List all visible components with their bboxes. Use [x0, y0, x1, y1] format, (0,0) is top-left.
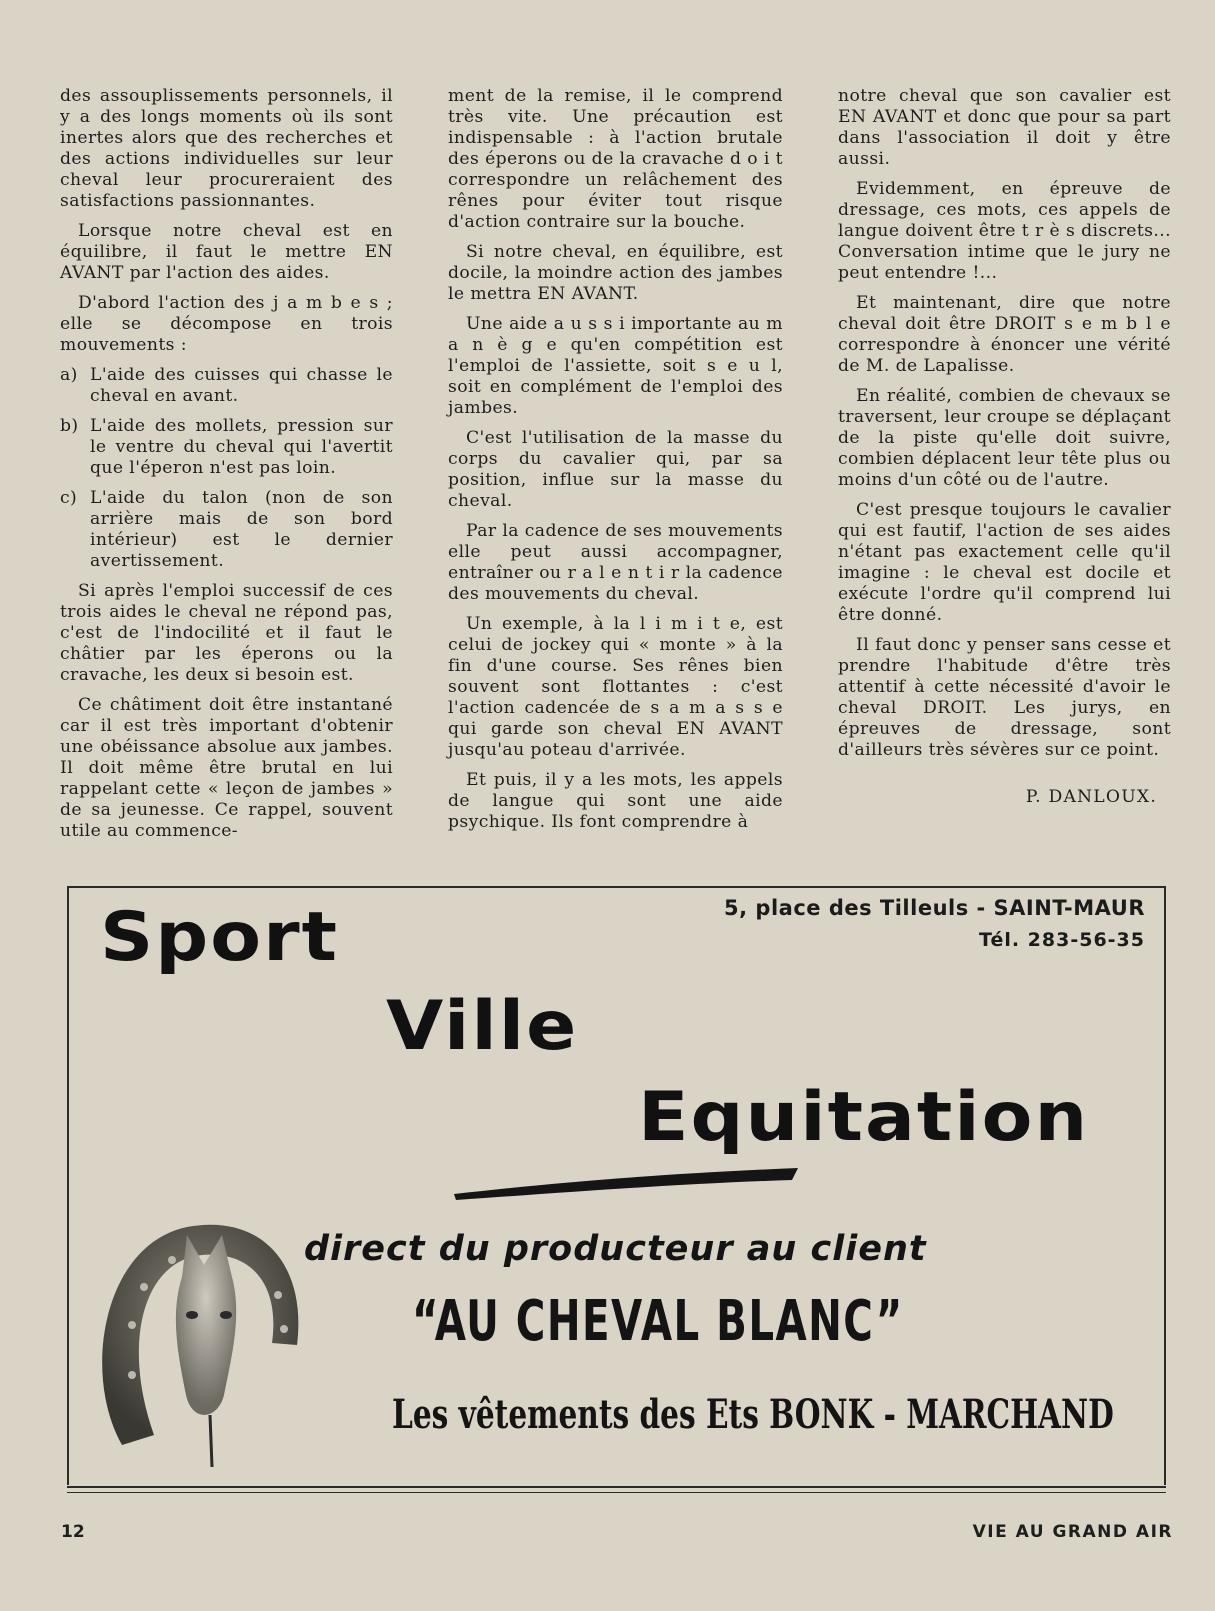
page-number: 12: [61, 1522, 85, 1542]
paragraph: Lorsque notre cheval est en équilibre, il faut le mettre EN AVANT par l'action des aides.: [60, 221, 393, 283]
ad-address: 5, place des Tilleuls - SAINT-MAUR: [724, 896, 1145, 920]
paragraph: ment de la remise, il le comprend très vite. Une précaution est indispensable : à l'action brutale des éperons ou de la cravache d o i t correspondre un relâchement des rênes pour éviter tout risque d'action contraire sur la bouche.: [448, 86, 783, 232]
list-text: L'aide des cuisses qui chasse le cheval en avant.: [90, 365, 393, 406]
ad-word-equitation: Equitation: [638, 1077, 1090, 1157]
ad-border-line: [67, 1492, 1166, 1493]
ad-brand-name: “AU CHEVAL BLANC”: [412, 1289, 904, 1354]
magazine-title: VIE AU GRAND AIR: [972, 1522, 1173, 1542]
article-column-1: [60, 86, 393, 851]
paragraph: Il faut donc y penser sans cesse et prendre l'habitude d'être très attentif à cette nécessité d'avoir le cheval DROIT. Les jurys, en épreuves de dressage, sont d'ailleurs très sévères sur ce point.: [838, 635, 1171, 760]
ad-word-ville: Ville: [386, 986, 579, 1066]
paragraph: Par la cadence de ses mouvements elle peut aussi accompagner, entraîner ou r a l e n t i r la cadence des mouvements du cheval.: [448, 521, 783, 604]
list-text: L'aide des mollets, pression sur le ventre du cheval qui l'avertit que l'éperon n'est pas loin.: [90, 416, 393, 478]
list-letter: c): [60, 488, 78, 508]
list-letter: b): [60, 416, 79, 436]
horseshoe-horse-icon: [92, 1205, 312, 1470]
ad-maker-line: Les vêtements des Ets BONK - MARCHAND: [392, 1391, 1114, 1438]
paragraph: Evidemment, en épreuve de dressage, ces mots, ces appels de langue doivent être t r è s discrets... Conversation intime que le jury ne peut entendre !...: [838, 179, 1171, 283]
list-text: L'aide du talon (non de son arrière mais de son bord intérieur) est le dernier avertissement.: [90, 488, 393, 571]
paragraph: Et puis, il y a les mots, les appels de langue qui sont une aide psychique. Ils font comprendre à: [448, 770, 783, 832]
paragraph: des assouplissements personnels, il y a des longs moments où ils sont inertes alors que des recherches et des actions individuelles sur leur cheval leur procureraient des satisfactions passionnantes.: [60, 86, 393, 211]
paragraph: D'abord l'action des j a m b e s ; elle se décompose en trois mouvements :: [60, 293, 393, 355]
paragraph: C'est presque toujours le cavalier qui est fautif, l'action de ses aides n'étant pas exactement celle qu'il imagine : le cheval est docile et exécute l'ordre qu'il comprend lui être donné.: [838, 500, 1171, 625]
article-column-2: [448, 86, 783, 842]
paragraph: notre cheval que son cavalier est EN AVANT et donc que pour sa part dans l'association il doit y être aussi.: [838, 86, 1171, 169]
paragraph: Ce châtiment doit être instantané car il est très important d'obtenir une obéissance absolue aux jambes. Il doit même être brutal en lui rappelant cette « leçon de jambes » de sa jeunesse. Ce rappel, souvent utile au commence-: [60, 695, 393, 841]
list-item: [60, 365, 393, 407]
paragraph: Une aide a u s s i importante au m a n è g e qu'en compétition est l'emploi de l'assiette, soit s e u l, soit en complément de l'emploi des jambes.: [448, 314, 783, 418]
ad-phone: Tél. 283-56-35: [979, 929, 1145, 951]
list-item: [60, 416, 393, 479]
paragraph: Un exemple, à la l i m i t e, est celui de jockey qui « monte » à la fin d'une course. Ses rênes bien souvent sont flottantes : c'est l'action cadencée de s a m a s s e qui garde son cheval EN AVANT jusqu'au poteau d'arrivée.: [448, 614, 783, 760]
author-signature: P. DANLOUX.: [1025, 787, 1157, 807]
paragraph: C'est l'utilisation de la masse du corps du cavalier qui, par sa position, influe sur la masse du cheval.: [448, 428, 783, 511]
paragraph: Si notre cheval, en équilibre, est docile, la moindre action des jambes le mettra EN AVANT.: [448, 242, 783, 304]
article-column-3: [838, 86, 1171, 808]
brush-stroke-divider: [452, 1166, 802, 1206]
paragraph: En réalité, combien de chevaux se traversent, leur croupe se déplaçant de la piste qu'elle doit suivre, combien déplacent leur tête plus ou moins d'un côté ou de l'autre.: [838, 386, 1171, 490]
ad-word-sport: Sport: [100, 897, 339, 977]
paragraph: Si après l'emploi successif de ces trois aides le cheval ne répond pas, c'est de l'indocilité et il faut le châtier par les éperons ou la cravache, les deux si besoin est.: [60, 581, 393, 685]
list-letter: a): [60, 365, 78, 385]
list-item: [60, 488, 393, 572]
ad-border-line: [67, 1486, 1166, 1488]
ad-slogan: direct du producteur au client: [304, 1229, 927, 1269]
paragraph: Et maintenant, dire que notre cheval doit être DROIT s e m b l e correspondre à énoncer une vérité de M. de Lapalisse.: [838, 293, 1171, 376]
